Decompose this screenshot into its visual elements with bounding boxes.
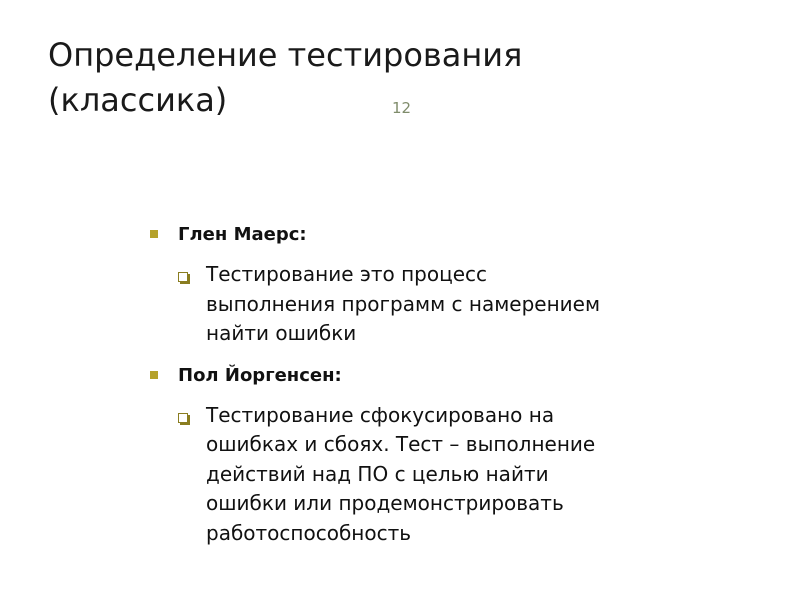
hollow-square-bullet-icon [178,272,188,282]
quote-statement-line: ошибки или продемонстрировать [206,491,564,515]
quote-statement-line: найти ошибки [206,321,357,345]
quote-author: Пол Йоргенсен: [178,364,342,386]
quote-statement [206,401,708,549]
quote-author-item [148,218,708,252]
quote-statement [206,260,708,349]
hollow-square-bullet-icon [178,413,188,423]
slide-title-line: (классика) [48,81,228,119]
square-bullet-icon [150,371,158,379]
slide-title [48,33,522,123]
quote-statement-line: выполнения программ с намерением [206,291,601,316]
quote-author-item [148,359,708,393]
slide-number: 12 [392,99,412,117]
square-bullet-icon [150,230,158,238]
quote-statement-line: Тестирование это процесс [206,262,488,286]
quote-statement-line: действий над ПО с целью найти [206,461,549,486]
quote-statement-line: работоспособность [206,520,412,545]
quote-statement-line: Тестирование сфокусировано на [206,402,555,427]
quote-statement-item [178,401,708,549]
slide-body [148,218,708,558]
slide-title-line: Определение тестирования [48,36,523,74]
quote-statement-item [178,260,708,349]
quote-statement-line: ошибках и сбоях. Тест – выполнение [206,432,596,456]
quote-author: Глен Маерс: [178,224,307,245]
